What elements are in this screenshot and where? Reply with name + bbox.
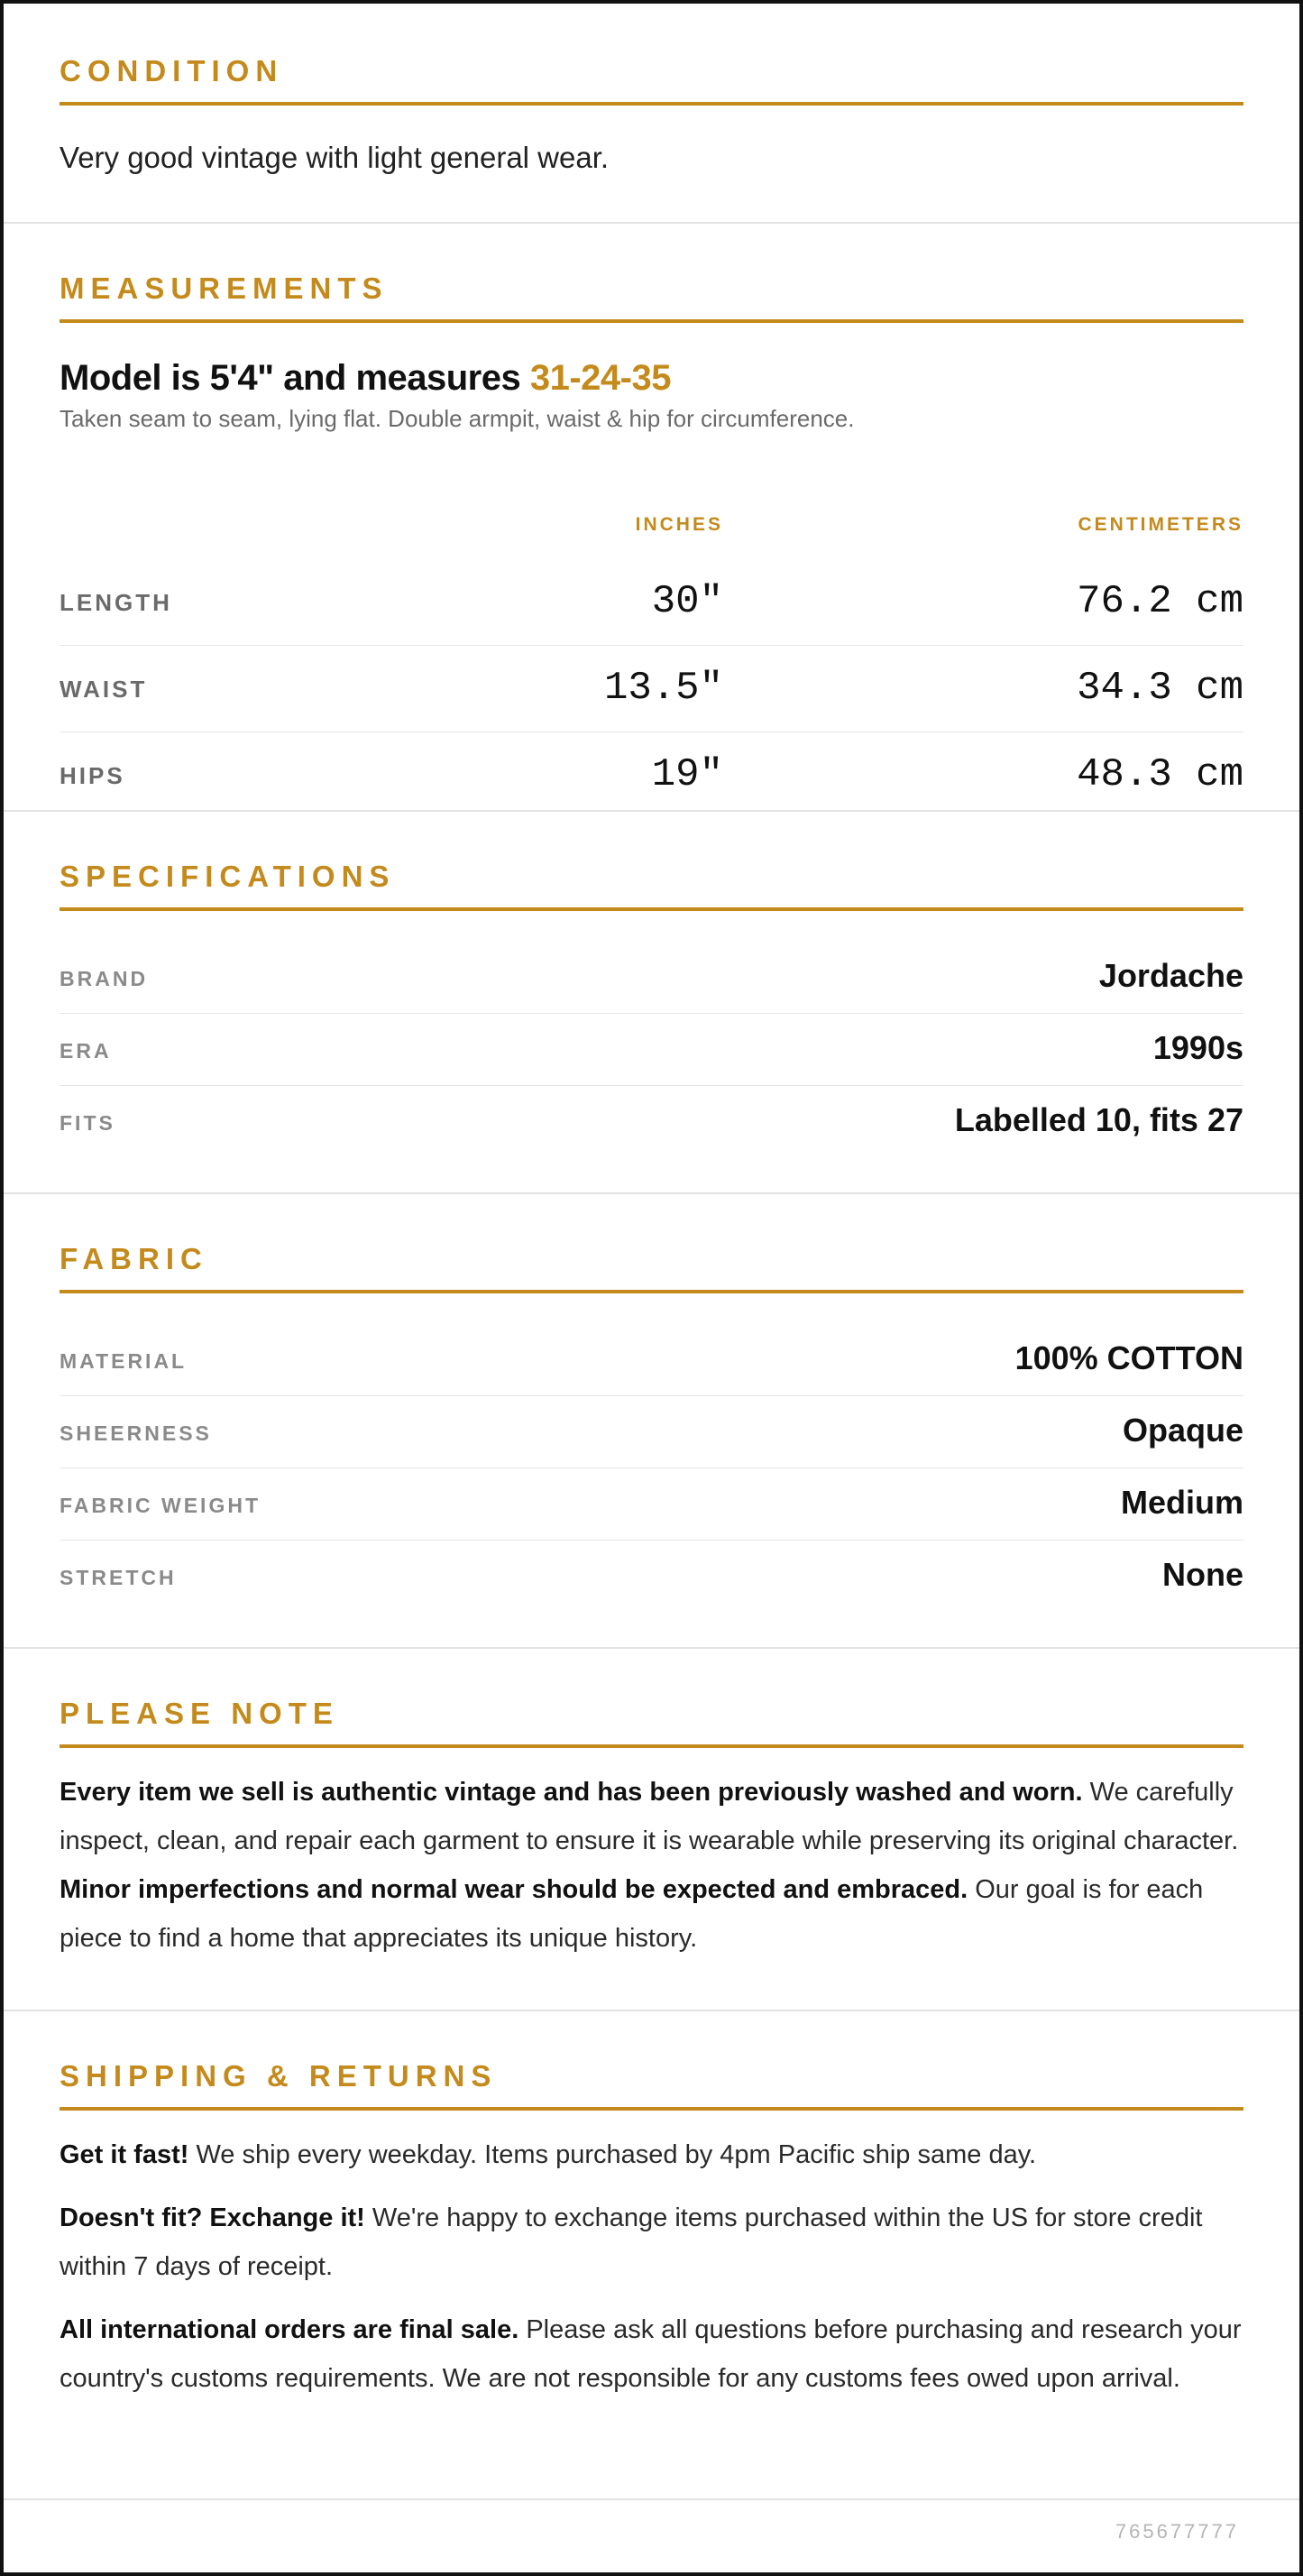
measurements-subtitle: Taken seam to seam, lying flat. Double armpit, waist & hip for circumference. xyxy=(60,405,855,432)
please-note-title: PLEASE NOTE xyxy=(60,1697,339,1730)
shipping-bold-1: Get it fast! xyxy=(60,2140,189,2169)
condition-title: CONDITION xyxy=(60,54,284,87)
please-note-text xyxy=(60,1768,1243,1963)
measurement-row-waist xyxy=(60,646,1243,732)
shipping-bold-3: All international orders are final sale. xyxy=(60,2315,519,2344)
spec-value: Labelled 10, fits 27 xyxy=(954,1101,1243,1138)
measurement-inches: 13.5" xyxy=(603,666,723,711)
shipping-text-1: We ship every weekday. Items purchased by 4pm Pacific ship same day. xyxy=(188,2140,1037,2169)
fabric-row-stretch xyxy=(60,1541,1243,1613)
condition-section xyxy=(4,4,1299,224)
measurements-rule xyxy=(60,319,1243,323)
column-header-centimeters: CENTIMETERS xyxy=(1078,514,1243,535)
note-text-1: We carefully inspect, clean, and repair each garment to ensure it is wearable while preserving its original character. xyxy=(60,1778,1239,1855)
specifications-title: SPECIFICATIONS xyxy=(60,860,396,893)
shipping-paragraph-1 xyxy=(60,2130,1243,2179)
headline-main: Model is 5'4" and measures xyxy=(60,358,530,398)
please-note-rule xyxy=(60,1744,1243,1748)
headline-accent: 31-24-35 xyxy=(529,358,671,398)
measurement-cm: 48.3 cm xyxy=(1077,752,1243,797)
model-measurements-headline xyxy=(60,355,1243,400)
spec-label: ERA xyxy=(60,1039,112,1063)
measurement-label: WAIST xyxy=(60,676,148,703)
measurement-cm: 76.2 cm xyxy=(1077,579,1243,624)
spec-row-era xyxy=(60,1014,1243,1086)
spec-value: 1990s xyxy=(1152,1029,1243,1066)
condition-text: Very good vintage with light general wear. xyxy=(60,141,610,174)
shipping-returns-section xyxy=(4,2011,1299,2500)
fabric-label: MATERIAL xyxy=(60,1349,188,1373)
spec-label: FITS xyxy=(60,1111,115,1135)
fabric-rule xyxy=(60,1290,1243,1293)
fabric-label: SHEERNESS xyxy=(60,1421,212,1445)
product-id: 765677777 xyxy=(1115,2520,1239,2543)
measurements-section xyxy=(4,224,1299,812)
note-text-2: Our goal is for each piece to find a home that appreciates its unique history. xyxy=(60,1875,1204,1953)
fabric-value: Opaque xyxy=(1122,1412,1243,1449)
measurement-inches: 19" xyxy=(651,752,723,797)
shipping-paragraph-3 xyxy=(60,2305,1243,2403)
condition-rule xyxy=(60,102,1243,106)
shipping-text-2: We're happy to exchange items purchased within the US for store credit within 7 days of receipt. xyxy=(60,2203,1203,2281)
fabric-label: FABRIC WEIGHT xyxy=(60,1494,261,1517)
spec-row-brand xyxy=(60,942,1243,1014)
fabric-section xyxy=(4,1194,1299,1649)
measurement-row-hips xyxy=(60,732,1243,819)
fabric-title: FABRIC xyxy=(60,1242,208,1275)
measurement-cm: 34.3 cm xyxy=(1077,666,1243,711)
fabric-value: 100% COTTON xyxy=(1014,1339,1243,1376)
fabric-row-material xyxy=(60,1324,1243,1396)
specifications-section xyxy=(4,812,1299,1194)
please-note-section xyxy=(4,1649,1299,2011)
fabric-value: Medium xyxy=(1120,1484,1243,1521)
measurement-row-length xyxy=(60,559,1243,646)
note-bold-2: Minor imperfections and normal wear should be expected and embraced. xyxy=(60,1875,968,1904)
spec-row-fits xyxy=(60,1086,1243,1158)
column-header-inches: INCHES xyxy=(635,514,723,535)
measurement-label: HIPS xyxy=(60,762,125,789)
shipping-paragraph-2 xyxy=(60,2194,1243,2291)
measurements-title: MEASUREMENTS xyxy=(60,271,389,305)
specifications-rule xyxy=(60,907,1243,911)
shipping-title: SHIPPING & RETURNS xyxy=(60,2059,498,2093)
fabric-row-weight xyxy=(60,1468,1243,1541)
note-bold-1: Every item we sell is authentic vintage and has been previously washed and worn. xyxy=(60,1778,1083,1807)
shipping-rule xyxy=(60,2107,1243,2111)
fabric-label: STRETCH xyxy=(60,1566,177,1589)
shipping-text-3: Please ask all questions before purchasing and research your country's customs requirements. We are not responsible for any customs fees owed upon arrival. xyxy=(60,2315,1242,2393)
fabric-row-sheerness xyxy=(60,1396,1243,1468)
measurement-label: LENGTH xyxy=(60,589,172,616)
fabric-value: None xyxy=(1162,1556,1243,1593)
shipping-bold-2: Doesn't fit? Exchange it! xyxy=(60,2203,365,2232)
spec-value: Jordache xyxy=(1098,957,1243,994)
spec-label: BRAND xyxy=(60,967,149,990)
measurement-inches: 30" xyxy=(651,579,723,624)
